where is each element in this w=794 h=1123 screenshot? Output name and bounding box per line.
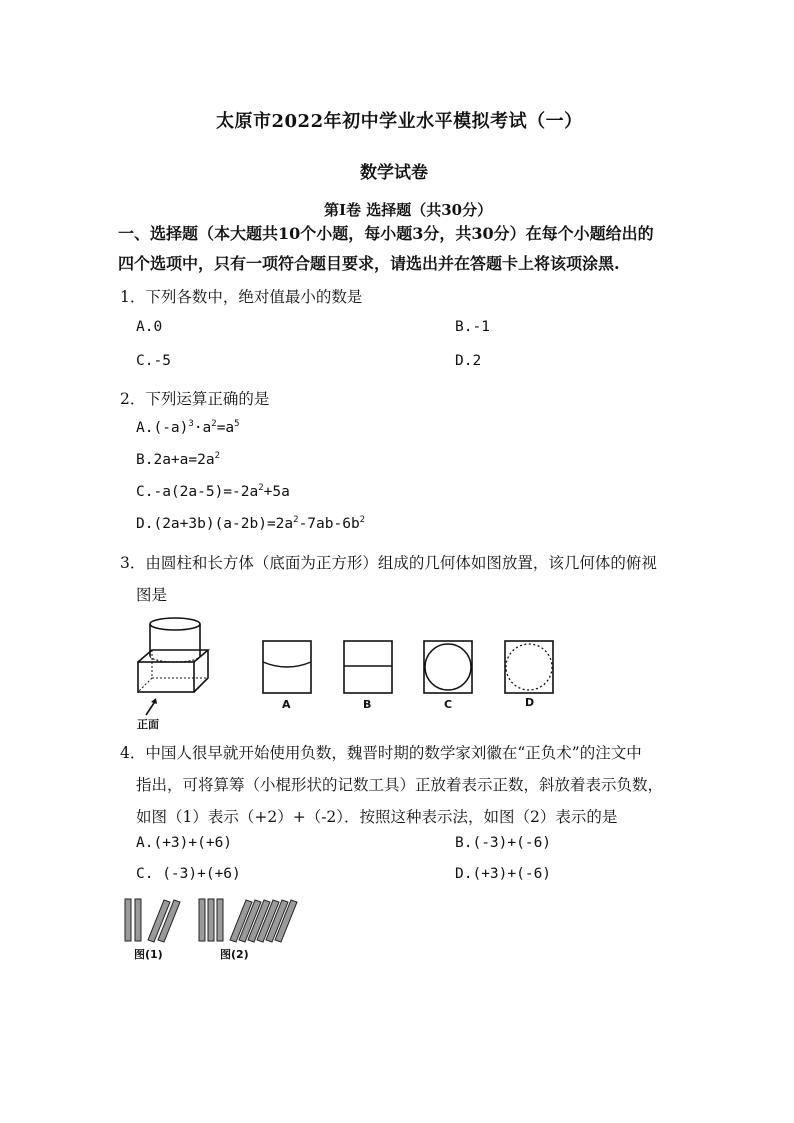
- q4-option-c: C. (-3)+(+6): [136, 866, 241, 882]
- q4-figure-1-label: 图(1): [134, 948, 163, 961]
- q3-stem-line-1: 3．由圆柱和长方体（底面为正方形）组成的几何体如图放置，该几何体的俯视: [120, 554, 657, 572]
- q3-option-c-figure: [423, 640, 473, 694]
- q4-figure-1-rods: [122, 896, 188, 946]
- q4-option-d: D.(+3)+(-6): [455, 866, 552, 882]
- q1-option-c: C.-5: [136, 353, 171, 369]
- q4-option-b: B.(-3)+(-6): [455, 835, 552, 851]
- q2-stem: 2．下列运算正确的是: [120, 390, 270, 408]
- q3-front-label: 正面: [137, 718, 159, 731]
- q3-label-b: B: [363, 698, 372, 711]
- q1-option-d: D.2: [455, 353, 482, 369]
- q2-option-a: $A.(-a)^3\cdot a^2=a^5$: [136, 419, 240, 436]
- q3-option-a-figure: [262, 640, 312, 694]
- q3-option-b-figure: [343, 640, 393, 694]
- q3-label-d: D: [525, 696, 535, 709]
- q1-option-b: B.-1: [455, 319, 490, 335]
- instructions-line-1: 一、选择题（本大题共10个小题，每小题3分，共30分）在每个小题给出的: [118, 224, 654, 243]
- paper-subtitle: 数学试卷: [360, 163, 428, 183]
- section-heading: 第Ⅰ卷 选择题（共30分）: [324, 201, 493, 219]
- exam-title: 太原市2022年初中学业水平模拟考试（一）: [216, 111, 583, 132]
- q3-option-d-figure: [504, 640, 554, 694]
- q4-option-a: A.(+3)+(+6): [136, 835, 233, 851]
- q4-stem-line-2: 指出，可将算筹（小棍形状的记数工具）正放着表示正数，斜放着表示负数，: [136, 776, 664, 794]
- q1-stem: 1．下列各数中，绝对值最小的数是: [120, 288, 363, 306]
- q4-stem-line-1: 4．中国人很早就开始使用负数，魏晋时期的数学家刘徽在“正负术”的注文中: [120, 744, 642, 762]
- q2-option-d: $D.(2a+3b)(a-2b)=2a^2-7ab-6b^2$: [136, 515, 366, 532]
- q3-label-c: C: [444, 698, 453, 711]
- q1-option-a: A.0: [136, 319, 163, 335]
- q4-figure-2-label: 图(2): [220, 948, 249, 961]
- q4-figure-2-rods: [196, 896, 304, 946]
- q3-solid-figure: [132, 612, 222, 730]
- q2-option-c: $C.-a(2a-5)=-2a^2+5a$: [136, 483, 290, 500]
- instructions-line-2: 四个选项中，只有一项符合题目要求，请选出并在答题卡上将该项涂黑.: [118, 254, 620, 273]
- q3-label-a: A: [282, 698, 291, 711]
- q4-stem-line-3: 如图（1）表示（+2）+（-2）．按照这种表示法，如图（2）表示的是: [136, 808, 618, 826]
- q3-stem-line-2: 图是: [136, 586, 168, 604]
- q2-option-b: $B.2a+a=2a^2$: [136, 451, 220, 468]
